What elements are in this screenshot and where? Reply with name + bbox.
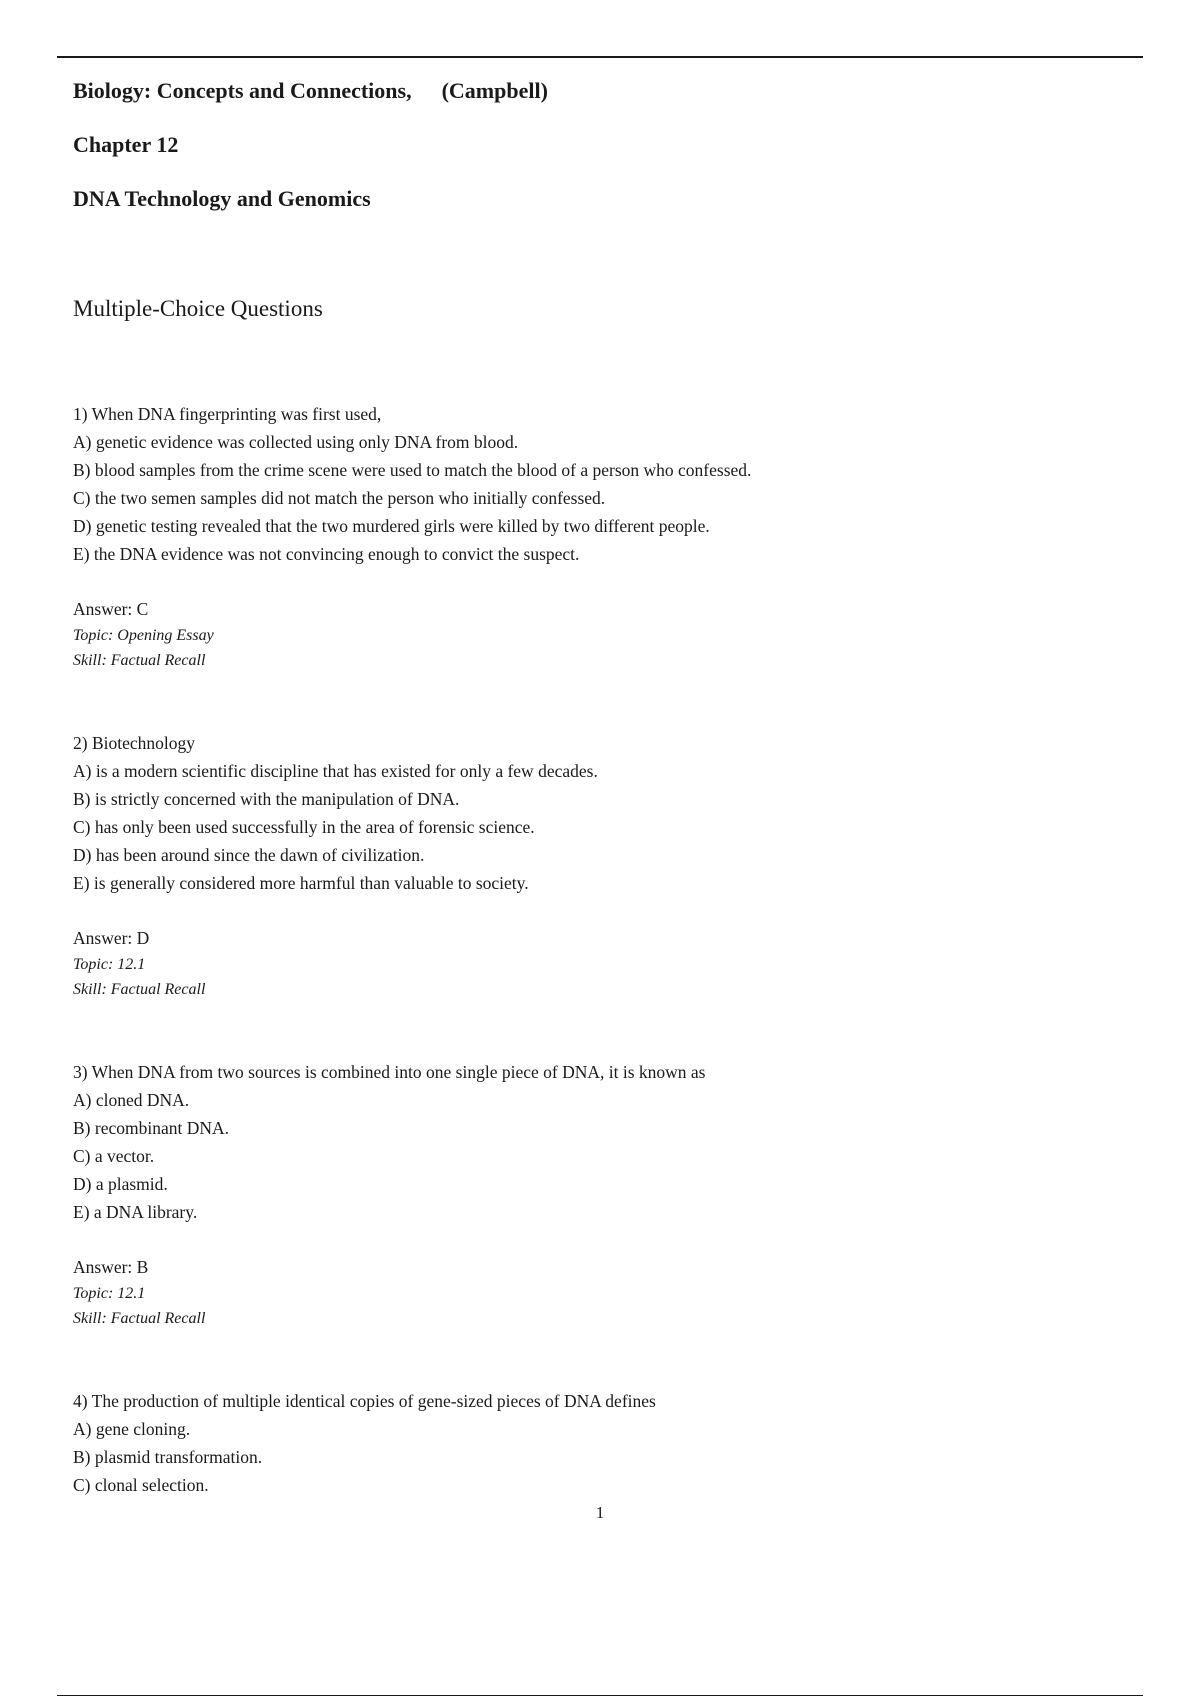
- top-rule: [57, 56, 1143, 58]
- question-stem: 3) When DNA from two sources is combined into one single piece of DNA, it is known as: [73, 1062, 706, 1082]
- option-a: A) cloned DNA.: [73, 1090, 190, 1110]
- topic: Topic: 12.1: [73, 956, 146, 973]
- question-3: [73, 1058, 1073, 1331]
- option-e: E) a DNA library.: [73, 1202, 198, 1222]
- skill: Skill: Factual Recall: [73, 1310, 206, 1327]
- bottom-rule: [57, 1695, 1143, 1696]
- option-d: D) has been around since the dawn of civilization.: [73, 845, 425, 865]
- answer: Answer: C: [73, 599, 149, 619]
- option-e: E) is generally considered more harmful than valuable to society.: [73, 873, 529, 893]
- chapter-number: Chapter 12: [73, 132, 179, 157]
- option-a: A) is a modern scientific discipline that has existed for only a few decades.: [73, 761, 598, 781]
- chapter-title: DNA Technology and Genomics: [73, 186, 371, 211]
- answer: Answer: B: [73, 1257, 149, 1277]
- topic: Topic: 12.1: [73, 1285, 146, 1302]
- question-stem: 1) When DNA fingerprinting was first used,: [73, 404, 382, 424]
- book-title-line: [73, 78, 548, 104]
- option-b: B) recombinant DNA.: [73, 1118, 230, 1138]
- topic: Topic: Opening Essay: [73, 627, 214, 644]
- option-b: B) blood samples from the crime scene were used to match the blood of a person who confessed.: [73, 460, 752, 480]
- option-c: C) clonal selection.: [73, 1475, 209, 1495]
- option-b: B) plasmid transformation.: [73, 1447, 263, 1467]
- question-2: [73, 729, 1073, 1002]
- option-d: D) genetic testing revealed that the two murdered girls were killed by two different people.: [73, 516, 710, 536]
- section-title: Multiple-Choice Questions: [73, 296, 323, 321]
- option-a: A) genetic evidence was collected using only DNA from blood.: [73, 432, 519, 452]
- skill: Skill: Factual Recall: [73, 981, 206, 998]
- question-1: [73, 400, 1073, 673]
- question-stem: 2) Biotechnology: [73, 733, 195, 753]
- book-title: Biology: Concepts and Connections,: [73, 78, 412, 103]
- question-4: [73, 1387, 1073, 1499]
- option-c: C) the two semen samples did not match the person who initially confessed.: [73, 488, 606, 508]
- answer: Answer: D: [73, 928, 150, 948]
- option-a: A) gene cloning.: [73, 1419, 191, 1439]
- page-number: 1: [595, 1503, 605, 1522]
- skill: Skill: Factual Recall: [73, 652, 206, 669]
- question-stem: 4) The production of multiple identical copies of gene-sized pieces of DNA defines: [73, 1391, 656, 1411]
- option-c: C) has only been used successfully in the area of forensic science.: [73, 817, 535, 837]
- option-e: E) the DNA evidence was not convincing enough to convict the suspect.: [73, 544, 580, 564]
- option-d: D) a plasmid.: [73, 1174, 168, 1194]
- book-author: (Campbell): [441, 78, 548, 103]
- option-b: B) is strictly concerned with the manipulation of DNA.: [73, 789, 460, 809]
- option-c: C) a vector.: [73, 1146, 155, 1166]
